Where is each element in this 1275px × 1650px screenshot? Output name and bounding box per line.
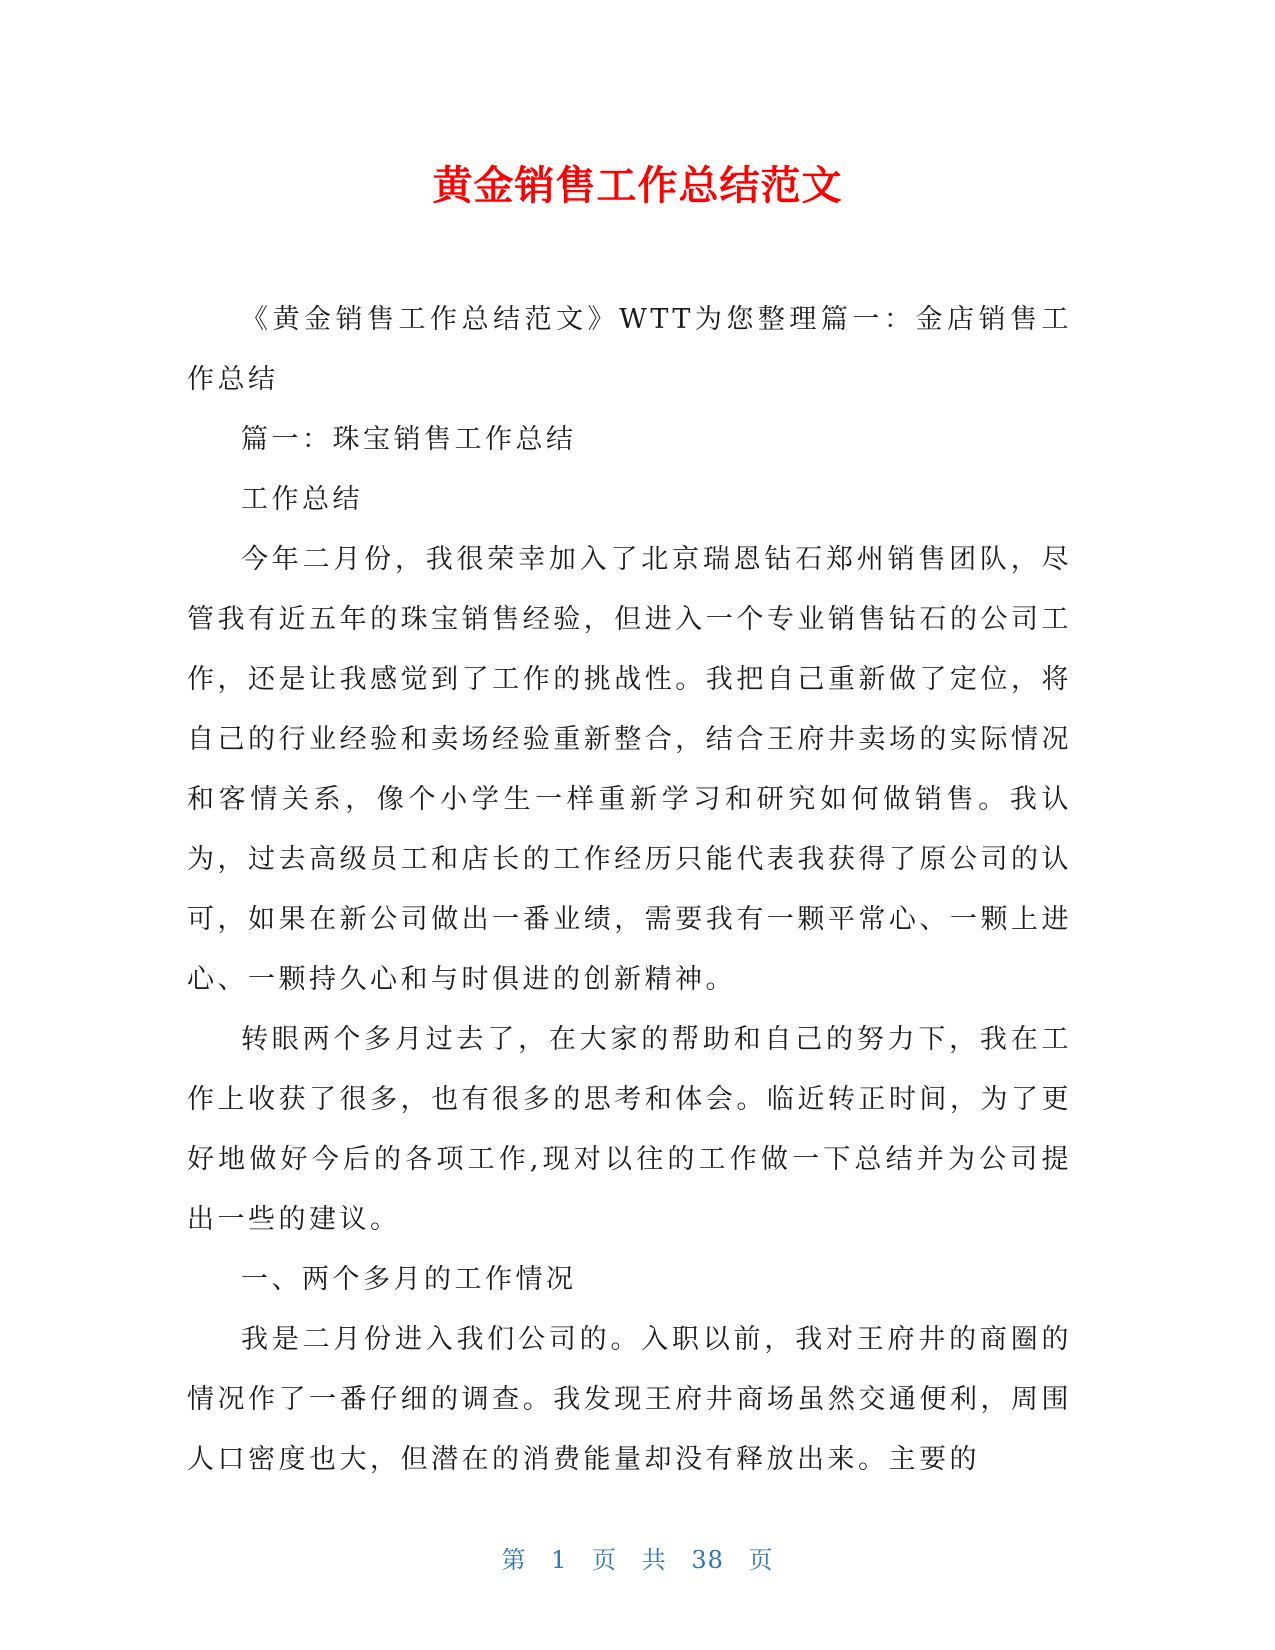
- paragraph-section-1-heading: 一、两个多月的工作情况: [241, 1264, 577, 1295]
- footer-suffix: 页: [748, 1546, 774, 1574]
- footer-prefix: 第: [501, 1546, 527, 1574]
- footer-current-page: 1: [551, 1546, 568, 1574]
- paragraph-subheading: 工作总结: [241, 484, 363, 515]
- page-number-footer: [0, 1540, 1275, 1575]
- paragraph-body-1: 今年二月份，我很荣幸加入了北京瑞恩钻石郑州销售团队，尽管我有近五年的珠宝销售经验，但进入一个专业销售钻石的公司工作，还是让我感觉到了工作的挑战性。我把自己重新做了定位，将自己的行业经验和卖场经验重新整合，结合王府井卖场的实际情况和客情关系，像个小学生一样重新学习和研究如何做销售。我认为，过去高级员工和店长的工作经历只能代表我获得了原公司的认可，如果在新公司做出一番业绩，需要我有一颗平常心、一颗上进心、一颗持久心和与时俱进的创新精神。: [187, 544, 1072, 995]
- paragraph-section-heading: 篇一：珠宝销售工作总结: [241, 424, 577, 455]
- paragraph-intro: 《黄金销售工作总结范文》WTT为您整理篇一：金店销售工作总结: [187, 304, 1072, 395]
- document-title: 黄金销售工作总结范文: [432, 163, 843, 209]
- footer-total-word: 共: [641, 1546, 667, 1574]
- paragraph-body-2: 转眼两个多月过去了，在大家的帮助和自己的努力下，我在工作上收获了很多，也有很多的思考和体会。临近转正时间，为了更好地做好今后的各项工作,现对以往的工作做一下总结并为公司提出一些的建议。: [187, 1024, 1072, 1235]
- footer-page-word: 页: [592, 1546, 618, 1574]
- document-body: [187, 290, 1072, 1490]
- footer-total-pages: 38: [691, 1546, 724, 1574]
- paragraph-body-3: 我是二月份进入我们公司的。入职以前，我对王府井的商圈的情况作了一番仔细的调查。我发现王府井商场虽然交通便利，周围人口密度也大，但潜在的消费能量却没有释放出来。主要的: [187, 1324, 1072, 1475]
